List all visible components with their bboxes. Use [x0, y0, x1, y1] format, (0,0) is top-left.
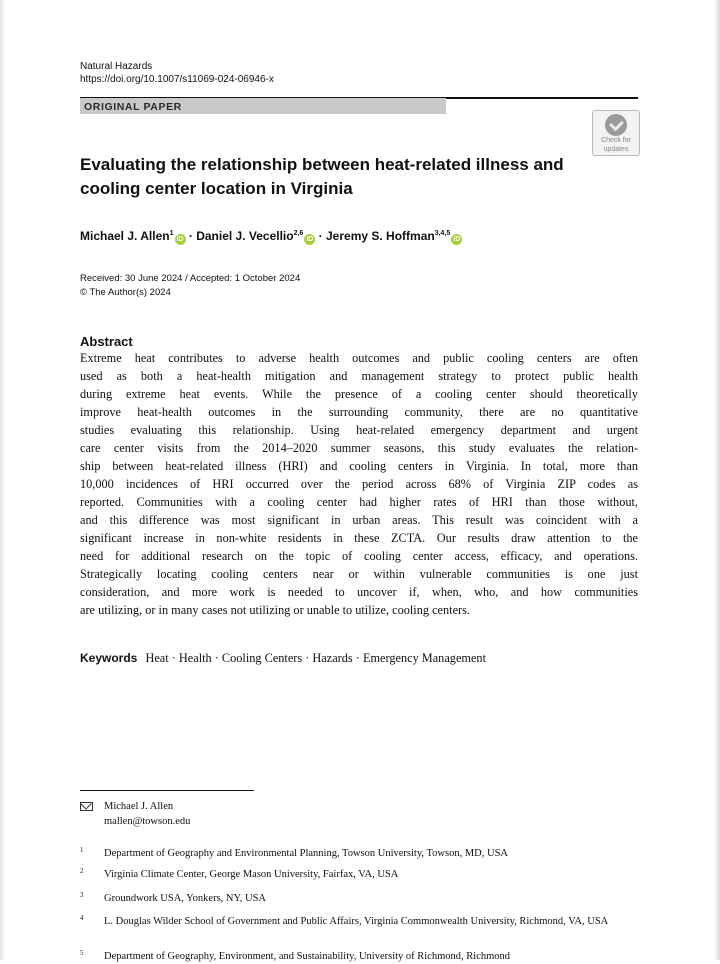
abstract-line: significant increase in non-white residents in these ZCTA. Our results draw attention to the	[80, 531, 638, 545]
abstract-line: used as both a heat-health mitigation and management strategy to protect public health	[80, 369, 638, 383]
orcid-icon[interactable]: iD	[306, 236, 314, 243]
affiliation-number: 5	[80, 949, 84, 957]
footnote-rule	[80, 790, 254, 791]
abstract-line: and this difference was most significant in urban areas. This result was coincident with a	[80, 513, 638, 527]
page-edge-left	[0, 0, 6, 960]
affiliation-number: 4	[80, 914, 84, 922]
affiliation-text: Department of Geography and Environmental Planning, Towson University, Towson, MD, USA	[104, 848, 508, 859]
abstract-line: are utilizing, or in many cases not utilizing or unable to utilize, cooling centers.	[80, 603, 470, 617]
affiliation-number: 2	[80, 867, 84, 875]
badge-line-2: updates	[603, 145, 629, 153]
affiliation	[80, 892, 638, 906]
keywords-text: Heat · Health · Cooling Centers · Hazards · Emergency Management	[145, 651, 486, 665]
author-affil: 3,4,5	[434, 230, 451, 237]
keywords-label: Keywords	[80, 651, 138, 665]
corresponding-email[interactable]: mallen@towson.edu	[104, 816, 191, 827]
page-edge-right	[714, 0, 720, 960]
orcid-icon[interactable]: iD	[176, 236, 184, 243]
publication-dates	[80, 272, 300, 300]
abstract-line: studies evaluating this relationship. Using heat-related emergency department and urgent	[80, 423, 638, 437]
affiliation	[80, 950, 638, 964]
affiliation-number: 1	[80, 846, 84, 854]
article-type: ORIGINAL PAPER	[84, 101, 182, 113]
journal-info	[80, 60, 274, 86]
affiliation	[80, 847, 638, 861]
author-name[interactable]: Daniel J. Vecellio	[196, 229, 294, 243]
orcid-icon[interactable]: iD	[453, 236, 461, 243]
affiliation-text: Groundwork USA, Yonkers, NY, USA	[104, 893, 266, 904]
copyright: © The Author(s) 2024	[80, 287, 171, 298]
abstract-line: Strategically locating cooling centers near or within vulnerable communities is one just	[80, 567, 638, 581]
correspondence	[80, 799, 190, 829]
author-affil: 2,6	[293, 230, 304, 237]
received-accepted: Received: 30 June 2024 / Accepted: 1 October 2024	[80, 273, 301, 284]
author-name[interactable]: Michael J. Allen	[80, 229, 170, 243]
abstract-line: consideration, and more work is needed to uncover if, when, who, and how communities	[80, 585, 638, 599]
author-name[interactable]: Jeremy S. Hoffman	[326, 229, 435, 243]
abstract-line: ship between heat-related illness (HRI) and cooling centers in Virginia. In total, more than	[80, 459, 638, 473]
author-separator: ·	[318, 229, 323, 243]
affiliation-number: 3	[80, 891, 84, 899]
check-icon	[605, 114, 627, 136]
abstract-line: during extreme heat events. While the presence of a cooling center should theoretically	[80, 387, 638, 401]
author-separator: ·	[188, 229, 193, 243]
author-affil: 1	[169, 230, 174, 237]
paper-title: Evaluating the relationship between heat-related illness and cooling center location in Virginia	[80, 155, 564, 198]
keywords	[80, 651, 486, 666]
doi-link[interactable]: https://doi.org/10.1007/s11069-024-06946-x	[80, 74, 274, 85]
affiliation	[80, 868, 638, 882]
abstract-line: need for additional research on the topic of cooling center access, efficacy, and operations.	[80, 549, 638, 563]
envelope-icon	[80, 802, 93, 811]
author-list	[80, 229, 462, 245]
abstract-line: care center visits from the 2014–2020 summer seasons, this study evaluates the relation-	[80, 441, 638, 455]
abstract-line: reported. Communities with a cooling center had higher rates of HRI than those without,	[80, 495, 638, 509]
abstract-heading: Abstract	[80, 334, 133, 349]
affiliation	[80, 915, 638, 929]
journal-name: Natural Hazards	[80, 61, 153, 72]
abstract-line: 10,000 incidences of HRI occurred over the period across 68% of Virginia ZIP codes as	[80, 477, 638, 491]
check-for-updates-badge[interactable]	[592, 110, 640, 156]
badge-line-1: Check for	[601, 137, 631, 144]
affiliation-text: L. Douglas Wilder School of Government and Public Affairs, Virginia Commonwealth University, Richmond, VA, USA	[104, 916, 609, 927]
affiliation-text: Virginia Climate Center, George Mason University, Fairfax, VA, USA	[104, 869, 399, 880]
corresponding-author: Michael J. Allen	[104, 801, 174, 812]
affiliation-text: Department of Geography, Environment, and Sustainability, University of Richmond, Richmond	[104, 951, 511, 962]
abstract-line: Extreme heat contributes to adverse health outcomes and public cooling centers are often	[80, 351, 638, 365]
abstract-line: improve heat-health outcomes in the surrounding community, there are no quantitative	[80, 405, 638, 419]
